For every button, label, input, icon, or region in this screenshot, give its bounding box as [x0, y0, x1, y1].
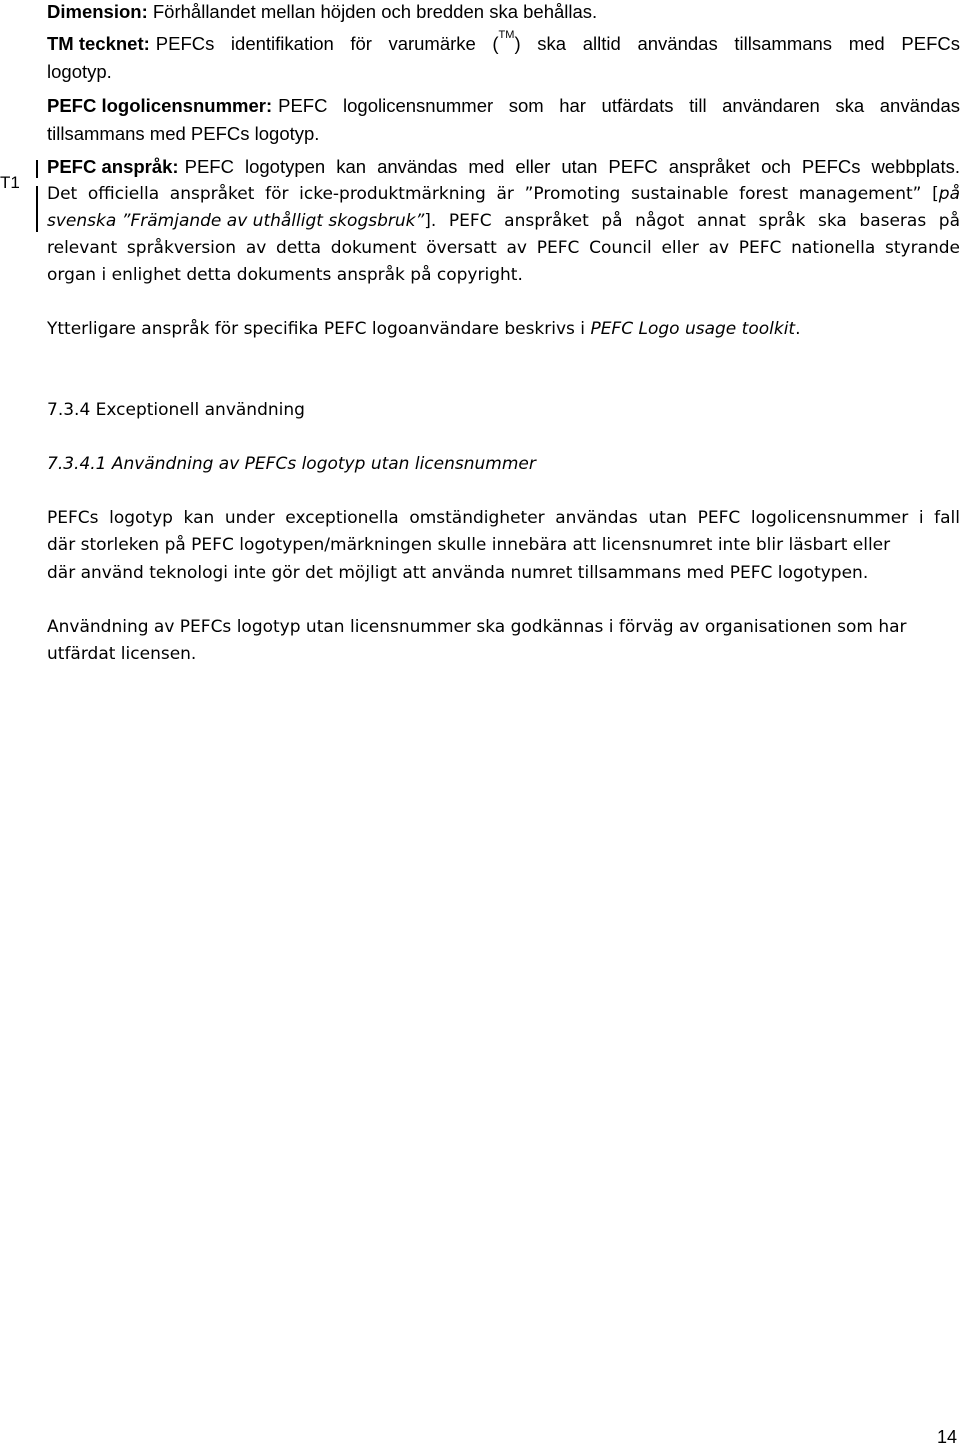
- ansprak-label: PEFC anspråk:: [47, 156, 179, 177]
- tm-symbol: TM: [498, 29, 515, 41]
- dimension-line: [47, 3, 597, 22]
- dimension-text: Förhållandet mellan höjden och bredden ska behållas.: [152, 1, 598, 22]
- licensnummer-line-1: [47, 97, 960, 116]
- tm-text-before: PEFCs identifikation för varumärke (: [155, 33, 499, 54]
- tm-line-2: logotyp.: [47, 61, 112, 82]
- revision-marker: T1: [0, 173, 20, 192]
- ansprak-line-1: [47, 158, 960, 177]
- ansprak-line-5: organ i enlighet detta dokuments anspråk på copyright.: [47, 265, 523, 285]
- ytterligare-line: [47, 321, 800, 338]
- revision-bar-top: [36, 160, 38, 178]
- section-734-heading: 7.3.4 Exceptionell användning: [47, 400, 305, 420]
- tm-label: TM tecknet:: [47, 33, 150, 54]
- ansprak-line-3-italic: svenska ”Främjande av uthålligt skogsbruk”: [47, 211, 425, 231]
- ansprak-line-3-rest: ]. PEFC anspråket på något annat språk ska baseras på: [424, 211, 960, 231]
- paragraph2-line-1: Användning av PEFCs logotyp utan licensnummer ska godkännas i förväg av organisationen som har: [47, 617, 907, 637]
- ansprak-line-4: relevant språkversion av detta dokument översatt av PEFC Council eller av PEFC nationella styrande: [47, 238, 960, 258]
- ansprak-line-3: [47, 213, 960, 230]
- ansprak-text: PEFC logotypen kan användas med eller utan PEFC anspråket och PEFCs webbplats.: [184, 156, 960, 177]
- ansprak-line-2-text: Det officiella anspråket för icke-produktmärkning är ”Promoting sustainable forest management” [: [47, 184, 939, 204]
- dimension-label: Dimension:: [47, 1, 148, 22]
- revision-bar-bottom: [36, 186, 38, 232]
- licensnummer-label: PEFC logolicensnummer:: [47, 95, 273, 116]
- section-7341-heading-text: 7.3.4.1 Användning av PEFCs logotyp utan licensnummer: [47, 454, 536, 474]
- logo-usage-toolkit-reference: PEFC Logo usage toolkit: [590, 319, 796, 339]
- tm-text-after: ) ska alltid användas tillsammans med PEFCs: [514, 33, 960, 54]
- page-number: 14: [936, 1427, 957, 1447]
- licensnummer-line-2: tillsammans med PEFCs logotyp.: [47, 123, 320, 144]
- ansprak-line-2: [47, 186, 960, 203]
- section-7341-heading: [47, 456, 536, 473]
- licensnummer-text: PEFC logolicensnummer som har utfärdats till användaren ska användas: [278, 95, 960, 116]
- ansprak-line-2-italic: på: [938, 184, 960, 204]
- tm-line-1: [47, 29, 960, 54]
- paragraph1-line-1: PEFCs logotyp kan under exceptionella omständigheter användas utan PEFC logolicensnummer i fall: [47, 508, 960, 528]
- ytterligare-text-after: .: [795, 319, 801, 339]
- paragraph1-line-3: där använd teknologi inte gör det möjligt att använda numret tillsammans med PEFC logotypen.: [47, 563, 869, 583]
- paragraph1-line-2: där storleken på PEFC logotypen/märkningen skulle innebära att licensnumret inte blir läsbart eller: [47, 535, 891, 555]
- ytterligare-text-before: Ytterligare anspråk för specifika PEFC logoanvändare beskrivs i: [47, 319, 591, 339]
- paragraph2-line-2: utfärdat licensen.: [47, 644, 197, 664]
